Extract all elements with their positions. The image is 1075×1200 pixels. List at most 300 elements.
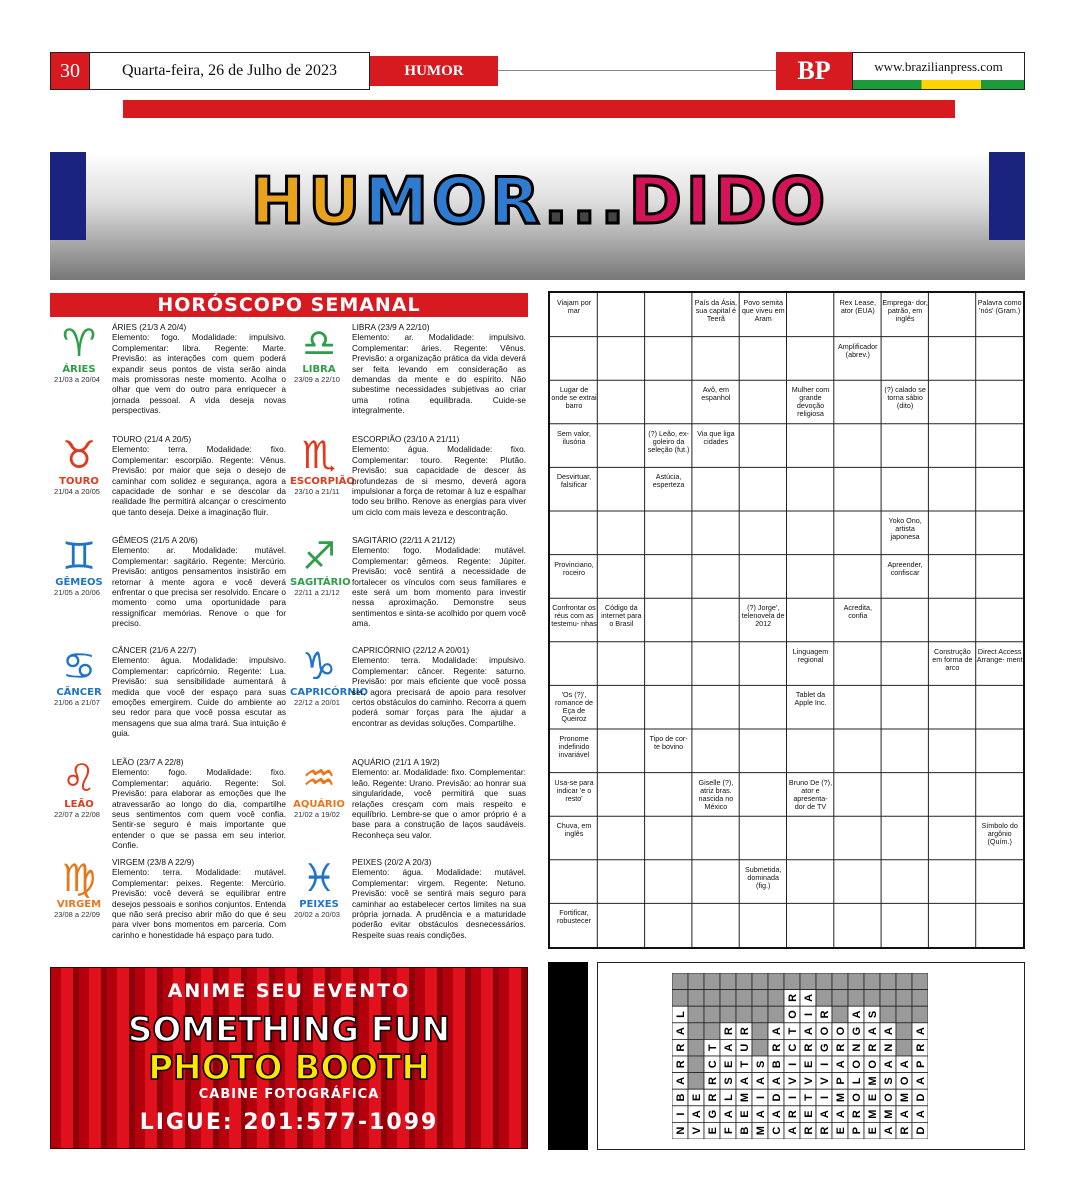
- answer-letter: R: [675, 1043, 687, 1052]
- zodiac-text: Elemento: fogo. Modalidade: mutável. Complementar: gêmeos. Regente: Júpiter. Previsão: você sentirá a necessidade de fortalecer os vínculos com seus familiares e este será um bom momento para investir nessa aproximação. Demonstre seus sentimentos e sinta-se acolhido por quem você ama.: [352, 545, 526, 629]
- zodiac-glyph-icon: ♐: [301, 534, 337, 578]
- answer-cell: [688, 1056, 704, 1073]
- zodiac-glyph-icon: ♈: [61, 321, 97, 365]
- zodiac-forecast: [112, 535, 286, 629]
- section-label[interactable]: HUMOR: [370, 56, 498, 86]
- zodiac-forecast: [352, 757, 526, 840]
- zodiac-text: Elemento: fogo. Modalidade: fixo. Complementar: aquário. Regente: Sol. Previsão: para elaborar as emoções que lhe atravessarão ao longo do dia, compartilhe seus sentimentos com quem você confia. Sentir-se seguro é mais importante que entender o que se passa em seu interior. Confie.: [112, 767, 286, 851]
- answer-letter: P: [851, 1127, 863, 1135]
- horoscope-sign: [50, 434, 290, 546]
- crossword-clue: Direct Access Arrange- ment: [976, 646, 1023, 664]
- crossword-clue: Palavra como 'nós' (Gram.): [977, 298, 1022, 315]
- answer-cell: [752, 973, 768, 990]
- answer-cell: [848, 973, 864, 990]
- answer-letter: A: [883, 1126, 895, 1135]
- answer-letter: C: [707, 1060, 719, 1069]
- zodiac-glyph-icon: ♒: [301, 756, 337, 800]
- answer-letter: L: [723, 1094, 735, 1101]
- answer-letter: I: [755, 1095, 767, 1100]
- zodiac-dates: 23/08 a 22/09: [54, 910, 100, 919]
- answer-letter: R: [787, 1110, 799, 1119]
- crossword-clue: Acredita, confia: [843, 603, 872, 621]
- answer-letter: P: [835, 1077, 847, 1085]
- answer-cell: [880, 973, 896, 990]
- crossword-clue: Pronome indefinido invariável: [558, 734, 590, 759]
- crossword-clue: Giselle (?), atriz bras. nascida no México: [698, 777, 734, 811]
- answer-letter: A: [771, 1076, 783, 1085]
- zodiac-heading: ÁRIES (21/3 A 20/4): [112, 322, 187, 332]
- zodiac-dates: 21/03 a 20/04: [54, 375, 100, 384]
- answers-grid: [672, 973, 928, 1139]
- answer-cell: [752, 1023, 768, 1040]
- answer-letter: O: [851, 1060, 863, 1069]
- answer-cell: [832, 973, 848, 990]
- answer-letter: E: [707, 1127, 719, 1135]
- answer-letter: M: [739, 1092, 751, 1103]
- horoscope-sign: [290, 535, 530, 647]
- crossword-clue: Chuva, em inglês: [556, 821, 592, 839]
- zodiac-forecast: [112, 757, 286, 851]
- answer-letter: D: [915, 1126, 927, 1135]
- answer-letter: R: [835, 1043, 847, 1052]
- answer-letter: I: [787, 1095, 799, 1100]
- answer-letter: G: [707, 1109, 719, 1119]
- answer-letter: O: [883, 1093, 895, 1102]
- answer-letter: A: [883, 1027, 895, 1036]
- zodiac-text: Elemento: ar. Modalidade: impulsivo. Complementar: áries. Regente: Vênus. Previsão: a organização prática da vida deverá ser feita levando em consideração as demandas da mente e do espírito. Não subestime necessidades subjetivas ao criar uma rotina equilibrada. Cuide-se integralmente.: [352, 332, 526, 416]
- zodiac-text: Elemento: água. Modalidade: fixo. Complementar: touro. Regente: Plutão. Previsão: sua capacidade de descer às profundezas de si mesmo, deverá agora impulsionar a força de retomar à luz e espalhar todo seu brilho. Renove as energias para viver um ciclo com mais leveza e descontração.: [352, 444, 526, 517]
- answer-letter: F: [723, 1127, 735, 1135]
- answer-letter: A: [915, 1110, 927, 1119]
- zodiac-icon: [50, 757, 108, 847]
- crossword-clue: Fortificar, robustecer: [557, 908, 591, 926]
- answer-cell: [752, 990, 768, 1007]
- zodiac-icon: [290, 433, 355, 524]
- answer-letter: R: [803, 1126, 815, 1135]
- zodiac-forecast: [352, 857, 526, 940]
- banner-title: [130, 162, 950, 242]
- crossword-clue: Linguagem regional: [792, 646, 829, 664]
- ad-phone[interactable]: LIGUE: 201:577-1099: [139, 1110, 439, 1135]
- zodiac-name: ÁRIES: [62, 364, 96, 375]
- answer-letter: R: [867, 1043, 879, 1052]
- answer-letter: S: [755, 1060, 767, 1068]
- answer-cell: [912, 1006, 928, 1023]
- zodiac-icon: [50, 535, 108, 625]
- horoscope-sign: [50, 322, 290, 434]
- crossword-clue: (?) Leão, ex-goleiro da seleção (fut.): [647, 428, 690, 454]
- horoscope-sign: [50, 857, 290, 969]
- answer-letter: V: [803, 1077, 815, 1085]
- answer-letter: O: [851, 1093, 863, 1102]
- answer-letter: U: [739, 1043, 751, 1052]
- answer-letter: R: [803, 1043, 815, 1052]
- answer-letter: A: [723, 1110, 735, 1119]
- crossword-clue: Sem valor, ilusória: [557, 428, 591, 446]
- zodiac-icon: [290, 857, 348, 947]
- crossword-clue: Emprega- dor, patrão, em inglês: [882, 298, 928, 323]
- crossword-grid[interactable]: [548, 291, 1025, 949]
- zodiac-text: Elemento: água. Modalidade: mutável. Complementar: virgem. Regente: Netuno. Previsão: você se sentirá mais seguro para caminhar ao estabelecer certos limites na sua própria jornada. A prudência e a maturidade poderão evitar obstáculos desnecessários. Respeite suas reais condições.: [352, 867, 526, 940]
- crossword-clue: Tipo de cor- te bovino: [649, 734, 688, 751]
- answer-letter: R: [819, 1010, 831, 1019]
- horoscope-sign: [290, 857, 530, 969]
- crossword-clue: País da Ásia, sua capital é Teerã: [694, 298, 738, 323]
- crossword-clue: (?) calado se torna sábio (dito): [884, 385, 926, 411]
- crossword-answers: [597, 962, 1025, 1150]
- answer-cell: [784, 973, 800, 990]
- zodiac-dates: 23/09 a 22/10: [294, 375, 340, 384]
- zodiac-heading: PEIXES (20/2 A 20/3): [352, 857, 432, 867]
- bp-logo[interactable]: BP: [776, 52, 852, 90]
- answer-letter: B: [771, 1060, 783, 1069]
- zodiac-dates: 23/10 a 21/11: [294, 487, 340, 496]
- answer-letter: B: [739, 1126, 751, 1135]
- ad-subtitle: CABINE FOTOGRÁFICA: [198, 1087, 380, 1102]
- zodiac-icon: [50, 434, 108, 524]
- zodiac-forecast: [352, 434, 526, 517]
- zodiac-icon: [290, 322, 348, 412]
- zodiac-name: SAGITÁRIO: [290, 577, 351, 588]
- answer-letter: S: [867, 1010, 879, 1019]
- answer-letter: O: [835, 1026, 847, 1036]
- crossword-clue: Apreender, confiscar: [887, 559, 923, 577]
- answer-cell: [880, 990, 896, 1007]
- zodiac-name: PEIXES: [299, 899, 339, 910]
- crossword-clue: Provinciano, roceiro: [554, 559, 594, 577]
- answer-letter: V: [691, 1127, 703, 1135]
- answer-cell: [880, 1006, 896, 1023]
- answer-letter: T: [707, 1044, 719, 1052]
- answer-letter: E: [835, 1127, 847, 1135]
- crossword-clue: Lugar de onde se extrai barro: [551, 385, 597, 411]
- zodiac-heading: SAGITÁRIO (22/11 A 21/12): [352, 535, 456, 545]
- answer-letter: A: [851, 1010, 863, 1019]
- answer-letter: O: [819, 1026, 831, 1036]
- zodiac-forecast: [352, 535, 526, 629]
- answer-letter: A: [915, 1076, 927, 1085]
- ad-brand-line2: PHOTO BOOTH: [148, 1048, 430, 1088]
- answer-cell: [688, 1006, 704, 1023]
- answer-letter: L: [851, 1077, 863, 1085]
- answer-cell: [688, 1039, 704, 1056]
- horoscope-sign: [290, 322, 530, 434]
- answer-letter: N: [675, 1126, 687, 1135]
- answer-cell: [704, 990, 720, 1007]
- crossword-clue: Desvirtuar, falsificar: [556, 472, 592, 490]
- zodiac-name: LIBRA: [302, 364, 336, 375]
- answer-letter: R: [819, 1126, 831, 1135]
- zodiac-glyph-icon: ♎: [301, 321, 337, 365]
- banner-title-part: MOR: [364, 165, 544, 239]
- answer-cell: [816, 973, 832, 990]
- answer-letter: M: [867, 1076, 879, 1086]
- answer-cell: [832, 990, 848, 1007]
- answer-letter: O: [867, 1060, 879, 1069]
- answer-letter: R: [899, 1126, 911, 1135]
- zodiac-dates: 22/12 a 20/01: [294, 698, 340, 707]
- crossword-clue: Yoko Ono, artista japonesa: [888, 516, 922, 541]
- crossword-clue: 'Os (?)', romance de Eça de Queiroz: [555, 690, 593, 724]
- answer-letter: G: [819, 1043, 831, 1052]
- crossword-clue: Código da internet para o Brasil: [601, 603, 642, 629]
- zodiac-icon: [290, 534, 351, 625]
- answer-cell: [896, 990, 912, 1007]
- answer-cell: [720, 990, 736, 1007]
- zodiac-heading: ESCORPIÃO (23/10 A 21/11): [352, 434, 460, 444]
- zodiac-icon: [50, 322, 108, 412]
- answer-letter: E: [867, 1093, 879, 1102]
- answer-letter: R: [787, 993, 799, 1002]
- answer-cell: [864, 990, 880, 1007]
- answer-cell: [816, 990, 832, 1007]
- answer-cell: [704, 1023, 720, 1040]
- answer-letter: D: [771, 1093, 783, 1102]
- answer-cell: [896, 1039, 912, 1056]
- answer-letter: R: [675, 1060, 687, 1069]
- answer-cell: [672, 990, 688, 1007]
- ad-headline: ANIME SEU EVENTO: [167, 980, 411, 1002]
- answer-letter: A: [691, 1110, 703, 1119]
- crossword-clue: Avô, em espanhol: [701, 385, 731, 403]
- crossword-clue: Viajam por mar: [556, 298, 592, 315]
- answer-letter: R: [851, 1110, 863, 1119]
- answer-letter: A: [835, 1060, 847, 1069]
- answer-cell: [896, 973, 912, 990]
- zodiac-heading: LEÃO (23/7 A 22/8): [112, 757, 184, 767]
- horoscope-sign: [50, 535, 290, 647]
- answer-letter: A: [803, 993, 815, 1002]
- zodiac-glyph-icon: ♋: [61, 644, 97, 688]
- answer-letter: E: [867, 1127, 879, 1135]
- answer-letter: A: [771, 1027, 783, 1036]
- answer-letter: A: [755, 1076, 767, 1085]
- banner-blue-right: [989, 152, 1025, 240]
- zodiac-glyph-icon: ♑: [301, 644, 337, 688]
- answer-cell: [736, 990, 752, 1007]
- answer-cell: [704, 973, 720, 990]
- answer-cell: [912, 973, 928, 990]
- answer-letter: A: [915, 1027, 927, 1036]
- horoscope-title: HORÓSCOPO SEMANAL: [157, 294, 421, 316]
- zodiac-glyph-icon: ♍: [61, 856, 97, 900]
- answer-cell: [688, 973, 704, 990]
- answer-cell: [896, 1006, 912, 1023]
- answer-cell: [736, 1006, 752, 1023]
- zodiac-forecast: [352, 322, 526, 416]
- answer-letter: E: [691, 1093, 703, 1102]
- crossword-clue: Amplificador (abrev.): [838, 341, 878, 359]
- crossword-clue: Tablet da Apple Inc.: [794, 690, 827, 708]
- answer-letter: I: [787, 1062, 799, 1066]
- zodiac-heading: GÊMEOS (21/5 A 20/6): [112, 535, 198, 545]
- answer-letter: D: [915, 1093, 927, 1102]
- zodiac-heading: CAPRICÓRNIO (22/12 A 20/01): [352, 645, 470, 655]
- zodiac-text: Elemento: água. Modalidade: impulsivo. Complementar: capricórnio. Regente: Lua. Previsão: sua sensibilidade aumentará à medida que você der espaço para suas emoções emergirem. Cuide do ambiente ao seu redor para que você possa escutar as mensagens que sua alma trará. Sua intuição é guia.: [112, 655, 286, 739]
- crossword-clue: (?) Jorge', telenovela de 2012: [741, 603, 785, 629]
- answer-letter: V: [819, 1077, 831, 1085]
- answer-letter: A: [819, 1110, 831, 1119]
- zodiac-text: Elemento: ar. Modalidade: mutável. Complementar: sagitário. Regente: Mercúrio. Previsão: antigos pensamentos insistirão em retornar à mente agora e você deverá enfrentar o que precisa ser resolvido. Encare o momento como uma oportunidade para ressignificar memórias. Renove o que for preciso.: [112, 545, 286, 629]
- zodiac-dates: 21/04 a 20/05: [54, 487, 100, 496]
- answer-letter: R: [915, 1043, 927, 1052]
- crossword-clue: Bruno De (?), ator e apresenta- dor de TV: [788, 777, 833, 811]
- answer-letter: N: [883, 1043, 895, 1052]
- answer-cell: [688, 990, 704, 1007]
- answer-letter: T: [739, 1060, 751, 1068]
- crossword-clue: Astúcia, esperteza: [652, 472, 685, 490]
- answer-letter: R: [707, 1093, 719, 1102]
- zodiac-dates: 20/02 a 20/03: [294, 910, 340, 919]
- zodiac-name: CAPRICÓRNIO: [290, 687, 368, 698]
- horoscope-sign: [290, 645, 530, 757]
- answer-letter: E: [739, 1110, 751, 1118]
- zodiac-heading: LIBRA (23/9 A 22/10): [352, 322, 430, 332]
- banner-blue-left: [50, 152, 86, 240]
- answer-letter: I: [675, 1112, 687, 1116]
- answer-cell: [864, 973, 880, 990]
- answer-cell: [736, 973, 752, 990]
- answer-cell: [800, 973, 816, 990]
- answer-letter: S: [883, 1077, 895, 1085]
- answer-letter: A: [771, 1110, 783, 1119]
- banner-title-part: HU: [250, 165, 365, 239]
- answer-letter: A: [755, 1110, 767, 1119]
- zodiac-name: CÂNCER: [56, 687, 102, 698]
- answer-letter: A: [723, 1043, 735, 1052]
- ad-brand-line1: SOMETHING FUN: [127, 1010, 451, 1050]
- answer-cell: [688, 1023, 704, 1040]
- zodiac-name: VIRGEM: [56, 899, 102, 910]
- answer-letter: A: [675, 1027, 687, 1036]
- answer-cell: [896, 1023, 912, 1040]
- zodiac-dates: 21/02 a 19/02: [294, 810, 340, 819]
- horoscope-sign: [50, 645, 290, 757]
- answer-letter: A: [883, 1060, 895, 1069]
- zodiac-dates: 21/05 a 20/06: [54, 588, 100, 597]
- crossword-clue: Submetida, dominada (fig.): [745, 864, 782, 890]
- answer-letter: B: [675, 1093, 687, 1102]
- zodiac-forecast: [352, 645, 526, 728]
- zodiac-icon: [290, 644, 368, 735]
- banner-title-part: ...: [543, 165, 629, 239]
- banner-red-bar: [123, 100, 955, 118]
- crossword-clue: Povo semita que viveu em Aram: [741, 298, 785, 323]
- answer-cell: [832, 1006, 848, 1023]
- crossword-clue: Rex Lease, ator (EUA): [839, 298, 876, 315]
- zodiac-icon: [50, 645, 108, 735]
- answer-letter: V: [787, 1077, 799, 1085]
- answer-letter: A: [867, 1027, 879, 1036]
- answer-cell: [672, 973, 688, 990]
- answer-letter: G: [851, 1026, 863, 1036]
- zodiac-text: Elemento: terra. Modalidade: impulsivo. Complementar: câncer. Regente: saturno. Previsão: por mais eficiente que você possa ser, agora precisará de apoio para resolver certos obstáculos do caminho. Recorra a quem poderá somar forças para lhe ajudar a encontrar as devidas soluções. Compartilhe.: [352, 655, 526, 728]
- answer-letter: C: [771, 1126, 783, 1135]
- zodiac-text: Elemento: fogo. Modalidade: impulsivo. Complementar: libra. Regente: Marte. Previsão: as interações com quem poderá expandir seus pontos de vista serão ainda mais promissoras neste momento. Acolha o olhar que vem do outro para enriquecer a jornada pessoal. A vida deseja novas perspectivas.: [112, 332, 286, 416]
- answer-cell: [912, 990, 928, 1007]
- answer-letter: L: [675, 1011, 687, 1018]
- answer-letter: I: [819, 1095, 831, 1100]
- answer-letter: A: [899, 1110, 911, 1119]
- zodiac-name: LEÃO: [64, 799, 94, 810]
- header-divider: [498, 70, 776, 71]
- answer-letter: A: [835, 1110, 847, 1119]
- zodiac-name: ESCORPIÃO: [290, 476, 355, 487]
- zodiac-name: TOURO: [59, 476, 99, 487]
- zodiac-glyph-icon: ♏: [301, 433, 337, 477]
- answer-cell: [768, 1006, 784, 1023]
- zodiac-forecast: [112, 434, 286, 517]
- answer-letter: M: [899, 1092, 911, 1103]
- zodiac-glyph-icon: ♓: [301, 856, 337, 900]
- zodiac-dates: 21/06 a 21/07: [54, 698, 100, 707]
- answer-letter: E: [803, 1110, 815, 1118]
- answer-letter: T: [787, 1027, 799, 1035]
- flag-stripe: [853, 80, 1024, 89]
- horoscope-sign: [50, 757, 290, 869]
- answer-cell: [704, 1006, 720, 1023]
- zodiac-name: GÊMEOS: [55, 577, 103, 588]
- answer-letter: R: [739, 1027, 751, 1036]
- answers-black-bar: [548, 962, 588, 1150]
- zodiac-forecast: [112, 857, 286, 940]
- answer-letter: R: [707, 1076, 719, 1085]
- answer-letter: C: [787, 1043, 799, 1052]
- zodiac-icon: [290, 757, 348, 847]
- answer-letter: O: [899, 1076, 911, 1086]
- answer-letter: A: [675, 1076, 687, 1085]
- answer-letter: A: [787, 1126, 799, 1135]
- zodiac-glyph-icon: ♉: [61, 433, 97, 477]
- answer-letter: I: [803, 1012, 815, 1017]
- crossword-clue: Usa-se para indicar 'e o resto': [554, 777, 594, 803]
- answer-letter: M: [755, 1126, 767, 1136]
- answer-cell: [768, 973, 784, 990]
- answer-letter: I: [819, 1062, 831, 1066]
- crossword-clue: Mulher com grande devoção religiosa: [791, 385, 830, 419]
- zodiac-name: AQUÁRIO: [293, 799, 345, 810]
- answer-letter: A: [803, 1027, 815, 1036]
- issue-date: Quarta-feira, 26 de Julho de 2023: [90, 52, 370, 90]
- photo-booth-ad[interactable]: [50, 967, 528, 1149]
- website-link[interactable]: www.brazilianpress.com: [874, 59, 1003, 74]
- answer-letter: M: [835, 1092, 847, 1103]
- crossword-clue: Via que liga cidades: [697, 428, 735, 446]
- zodiac-icon: [50, 857, 108, 947]
- answer-cell: [768, 990, 784, 1007]
- answer-cell: [848, 990, 864, 1007]
- answer-cell: [720, 1006, 736, 1023]
- zodiac-text: Elemento: ar. Modalidade: fixo. Complementar: leão. Regente: Urano. Previsão: ao honrar sua singularidade, você permitirá que suas relações cresçam com mais respeito e equilíbrio. Lembre-se que o amor próprio é a base para a construção de laços saudáveis. Reconheça seu valor.: [352, 767, 526, 840]
- zodiac-text: Elemento: terra. Modalidade: mutável. Complementar: peixes. Regente: Mercúrio. Previsão: você deverá se equilibrar entre desejos pessoais e sonhos conjuntos. Entenda que não será preciso abrir mão do que é seu para viver bons momentos em parceria. Com carinho e honestidade há espaço para tudo.: [112, 867, 286, 940]
- answer-letter: R: [723, 1027, 735, 1036]
- answer-cell: [720, 973, 736, 990]
- zodiac-text: Elemento: terra. Modalidade: fixo. Complementar: escorpião. Regente: Vênus. Previsão: por maior que seja o desejo de caminhar com solidez e segurança, agora a capacidade de sonhar e se descolar da realidade lhe permitirá alcançar o crescimento que tanto deseja. Deixe a imaginação fluir.: [112, 444, 286, 517]
- answer-cell: [688, 1073, 704, 1090]
- page-number: 30: [50, 52, 90, 90]
- zodiac-dates: 22/11 a 21/12: [294, 588, 340, 597]
- website-box[interactable]: [852, 52, 1025, 90]
- answer-letter: E: [803, 1060, 815, 1068]
- answer-cell: [752, 1039, 768, 1056]
- answer-letter: M: [867, 1109, 879, 1119]
- answer-letter: A: [739, 1076, 751, 1085]
- zodiac-heading: VIRGEM (23/8 A 22/9): [112, 857, 195, 867]
- answer-letter: E: [723, 1060, 735, 1068]
- zodiac-heading: AQUÁRIO (21/1 A 19/2): [352, 757, 440, 767]
- horoscope-title-bar: [50, 293, 528, 317]
- banner-title-part: DIDO: [628, 165, 830, 239]
